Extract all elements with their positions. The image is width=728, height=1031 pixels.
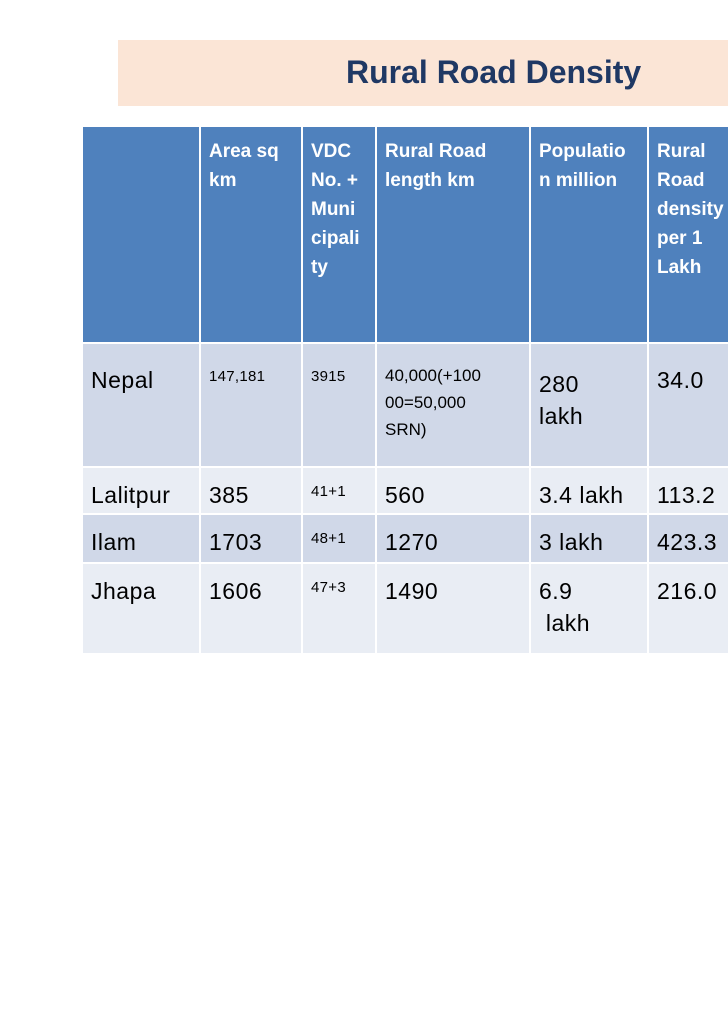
row-density: 113.2: [648, 467, 728, 514]
row-vdc: 3915: [302, 343, 376, 467]
slide-title: Rural Road Density: [346, 54, 642, 90]
row-density: 423.3: [648, 514, 728, 563]
header-road-length: Rural Road length km: [376, 127, 530, 343]
title-banner: [118, 40, 728, 106]
row-vdc: 41+1: [302, 467, 376, 514]
table-row: [83, 467, 728, 514]
row-density: 34.0: [648, 343, 728, 467]
table-row: [83, 514, 728, 563]
header-vdc: VDC No. + Muni cipali ty: [302, 127, 376, 343]
table-row: [83, 563, 728, 654]
row-area: 147,181: [200, 343, 302, 467]
row-area: 385: [200, 467, 302, 514]
row-population: 3.4 lakh: [530, 467, 648, 514]
row-population: 6.9 lakh: [530, 563, 648, 654]
header-row: [83, 127, 728, 343]
row-population: 3 lakh: [530, 514, 648, 563]
row-road-length: 1490: [376, 563, 530, 654]
header-area: Area sq km: [200, 127, 302, 343]
row-vdc: 48+1: [302, 514, 376, 563]
row-area: 1703: [200, 514, 302, 563]
row-name: Nepal: [83, 343, 200, 467]
row-density: 216.0: [648, 563, 728, 654]
header-density: Rural Road density per 1 Lakh: [648, 127, 728, 343]
row-road-length: 1270: [376, 514, 530, 563]
row-road-length: 560: [376, 467, 530, 514]
row-name: Ilam: [83, 514, 200, 563]
header-cell-blank: [83, 127, 200, 343]
row-vdc: 47+3: [302, 563, 376, 654]
road-density-table: [83, 127, 728, 654]
row-area: 1606: [200, 563, 302, 654]
row-road-length: 40,000(+100 00=50,000 SRN): [376, 343, 530, 467]
row-name: Lalitpur: [83, 467, 200, 514]
row-population: 280 lakh: [530, 343, 648, 467]
row-name: Jhapa: [83, 563, 200, 654]
header-population: Populatio n million: [530, 127, 648, 343]
table-row: [83, 343, 728, 467]
